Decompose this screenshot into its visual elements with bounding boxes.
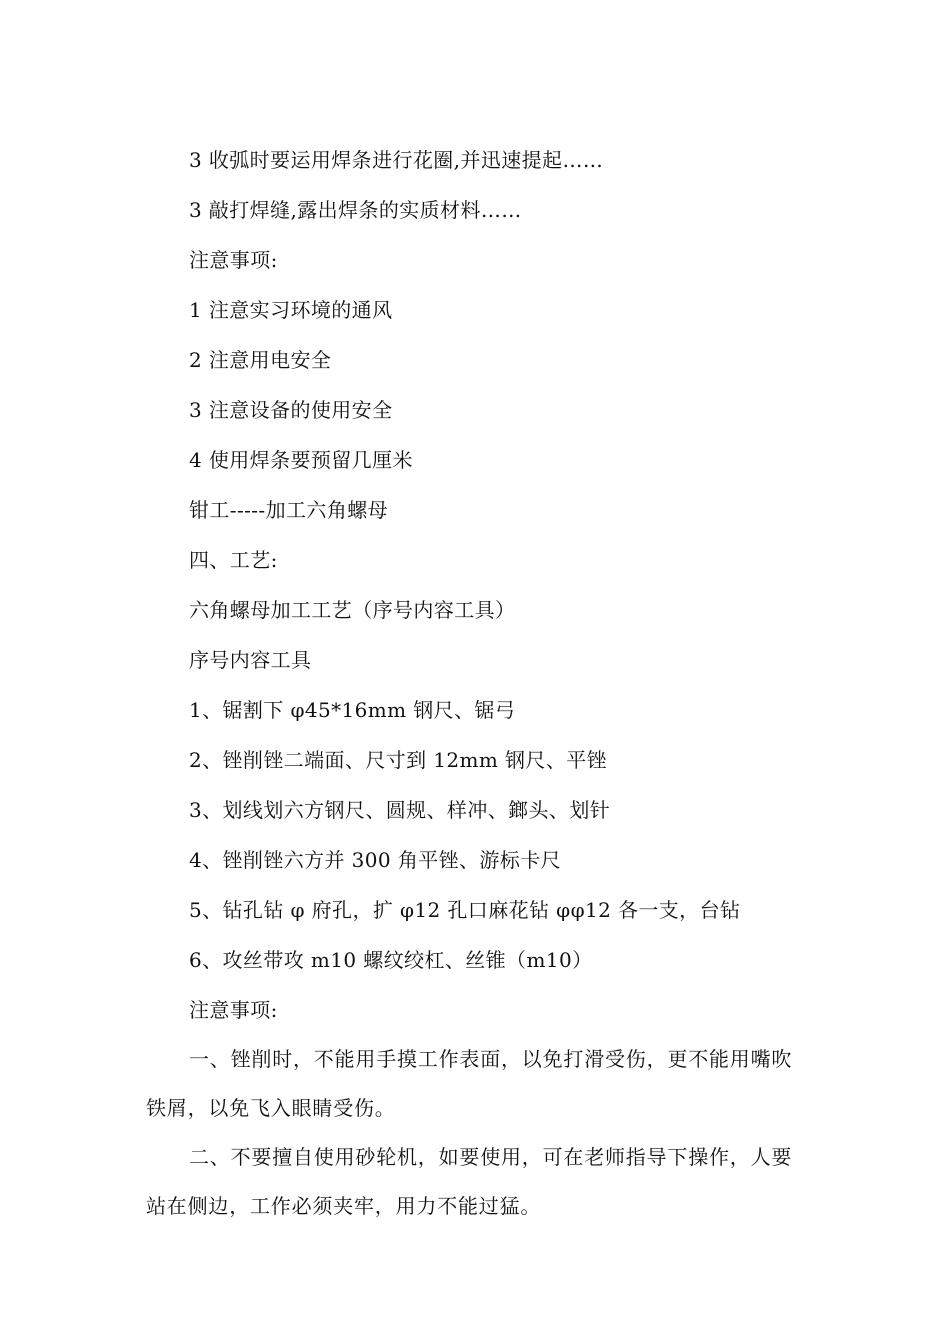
text-line: 3 收弧时要运用焊条进行花圈,并迅速提起…… [189,148,604,172]
process-step: 1、锯割下 φ45*16mm 钢尺、锯弓 [189,698,516,722]
process-step: 3、划线划六方钢尺、圆规、样冲、鎯头、划针 [189,798,611,822]
section-heading: 四、工艺: [189,548,278,572]
section-heading: 注意事项: [189,998,278,1022]
list-item: 4 使用焊条要预留几厘米 [189,448,413,472]
process-step: 5、钻孔钻 φ 府孔，扩 φ12 孔口麻花钻 φφ12 各一支，台钻 [189,898,741,922]
process-step: 2、锉削锉二端面、尺寸到 12mm 钢尺、平锉 [189,748,608,772]
list-item: 3 注意设备的使用安全 [189,398,393,422]
process-step: 4、锉削锉六方并 300 角平锉、游标卡尺 [189,848,562,872]
paragraph: 二、不要擅自使用砂轮机，如要使用，可在老师指导下操作，人要站在侧边，工作必须夹牢，用力不能过猛。 [146,1145,793,1218]
section-heading: 钳工-----加工六角螺母 [189,498,388,522]
text-line: 六角螺母加工工艺（序号内容工具） [189,598,516,622]
text-line: 3 敲打焊缝,露出焊条的实质材料…… [189,198,522,222]
list-item: 1 注意实习环境的通风 [189,298,393,322]
list-item: 2 注意用电安全 [189,348,332,372]
process-step: 6、攻丝带攻 m10 螺纹绞杠、丝锥（m10） [189,948,593,972]
section-heading: 注意事项: [189,248,278,272]
text-line: 序号内容工具 [189,648,312,672]
document-body [146,135,810,1231]
paragraph: 一、锉削时，不能用手摸工作表面，以免打滑受伤，更不能用嘴吹铁屑，以免飞入眼睛受伤。 [146,1047,793,1120]
